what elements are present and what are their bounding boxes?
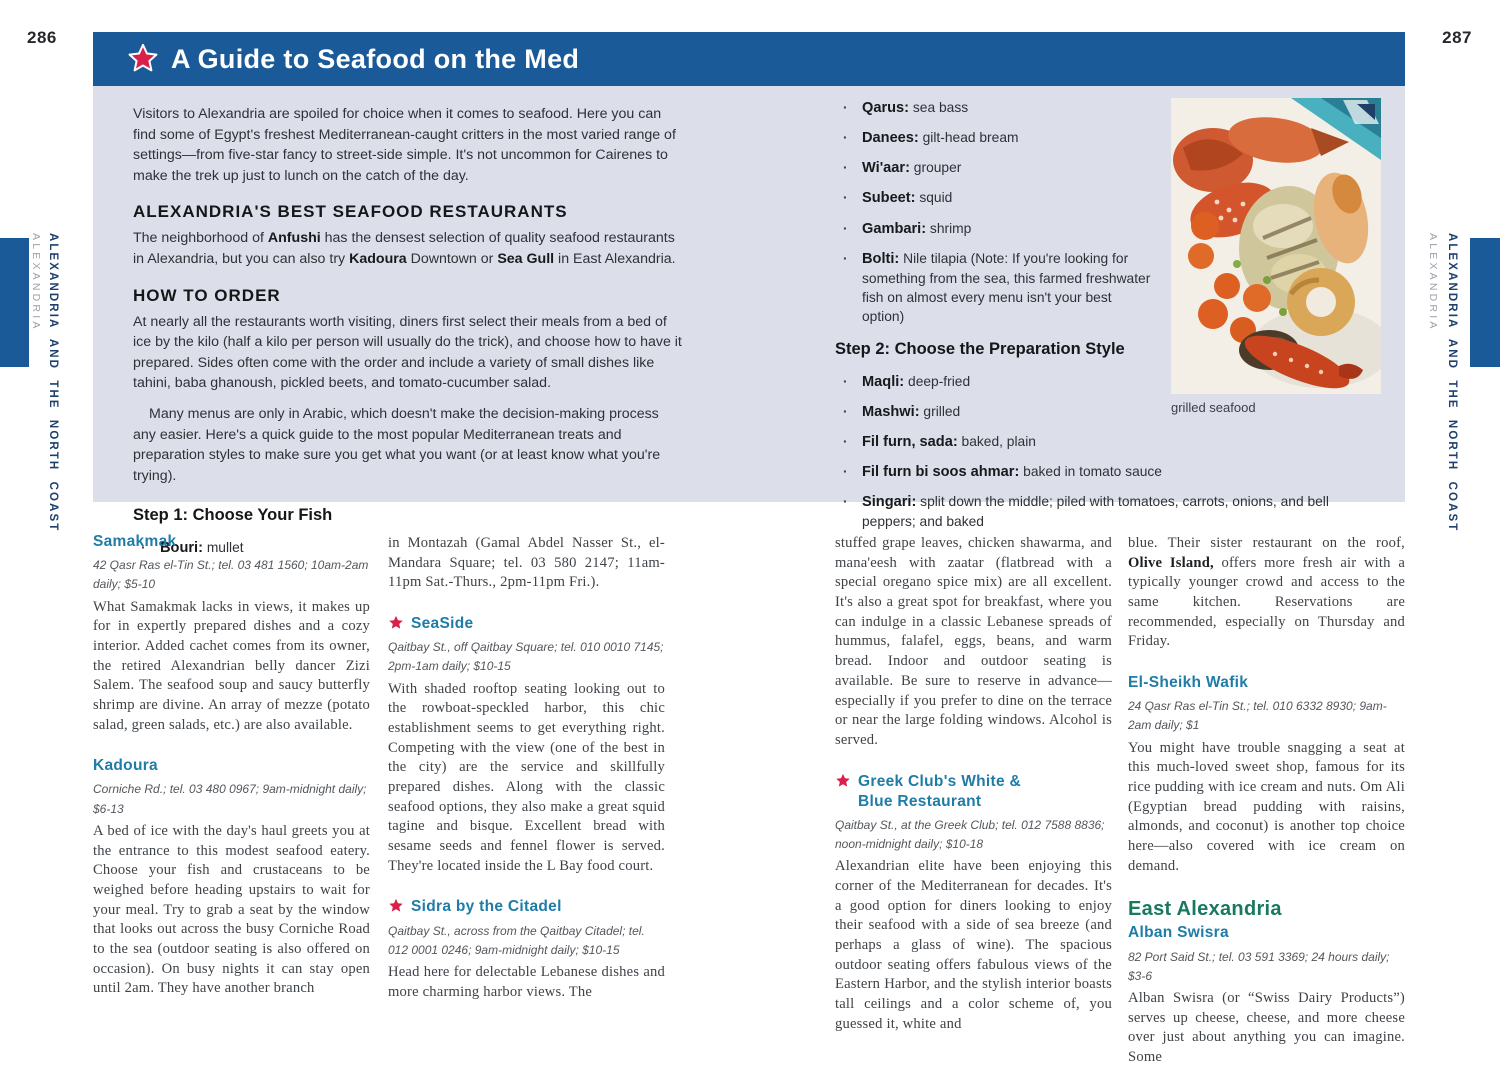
greek-club-continuation-text [1128,534,1405,652]
fish-desc: grouper [913,160,962,176]
prep-desc: grilled [923,403,961,419]
listing-body: With shaded rooftop seating looking out to the rowboat-speckled harbor, this chic establishment seems to get everything right. Competing with the view (one of the best in the city) are the service and skillfully prepared dishes. Along with the classic seafood options, they also make a great squid tagine and bisque. Excellent bread with sesame seeds and fennel flower is served. They're located inside the L Bay food court. [388,680,665,874]
listing-el-sheikh-wafik [1128,673,1405,876]
listing-info: 42 Qasr Ras el-Tin St.; tel. 03 481 1560; 10am-2am daily; $5-10 [93,558,369,592]
prep-term: Fil furn bi soos ahmar: [862,464,1020,481]
fish-desc: mullet [206,540,244,556]
restaurant-name-anfushi: Anfushi [267,230,321,247]
list-item-danees [835,128,1381,148]
listing-name: El-Sheikh Wafik [1128,674,1249,692]
step2-heading: Step 2: Choose the Preparation Style [835,339,1125,358]
list-item-singari [835,492,1381,531]
listing-info: Qaitbay St., at the Greek Club; tel. 012 7588 8836; noon-midnight daily; $10-18 [835,817,1105,852]
intro-paragraph: Visitors to Alexandria are spoiled for choice when it comes to seafood. Here you can find some of Egypt's freshest Mediterranean-caught critters in the most varied range of settings—from five-star fancy to street-side simple. It's not uncommon for Cairenes to make the trek up just to lunch on the catch of the day. [133,106,676,184]
fish-term: Subeet: [862,190,916,207]
prep-term: Maqli: [862,373,905,390]
right-part-label: ALEXANDRIA AND THE NORTH COAST [1446,233,1458,533]
how-to-order-paragraph-2: Many menus are only in Arabic, which doesn't make the decision-making process any easier. Here's a quick guide to the most popular Mediterranean treats and preparation styles to make sure you get what you want (or at least know what you're trying). [133,405,661,484]
listing-name-line2: Blue Restaurant [858,792,982,810]
listing-info: Qaitbay St., off Qaitbay Square; tel. 010 0010 7145; 2pm-1am daily; $10-15 [388,640,664,674]
fish-desc: Nile tilapia (Note: If you're looking for something from the sea, this farmed freshwater fish on almost every menu isn't your best option) [862,250,1151,324]
fish-term: Bolti: [862,250,900,267]
listing-body: Alexandrian elite have been enjoying this corner of the Mediterranean for decades. It's a good option for diners looking to enjoy their seafood with a side of sea breeze (and perhaps a glass of wine). The spacious outdoor seating offers fabulous views of the Eastern Harbor, and the stylish interior boasts tall ceilings and a color scheme of, you guessed it, white and [835,858,1112,1032]
prep-desc: split down the middle; piled with tomatoes, carrots, onions, and bell peppers; and baked [862,494,1329,530]
fish-desc: shrimp [929,220,972,236]
listing-body: Alban Swisra (or “Swiss Dairy Products”) serves up cheese, cheese, and more cheese over just about anything you can imagine. Some [1128,989,1405,1066]
listing-body: You might have trouble snagging a seat at this much-loved sweet shop, famous for its rice pudding with ice cream and nuts. Om Ali (Egyptian bread pudding with raisins, almonds, and coconut) is another top choice here—also covered with ice cream on demand. [1128,739,1405,874]
star-icon [127,43,159,75]
list-item-fil-furn-bi-soos-ahmar [835,462,1381,482]
kadoura-continuation-text: in Montazah (Gamal Abdel Nasser St., el-Mandara Square; tel. 03 580 2147; 11am-11pm Sat.-Thurs., 2pm-11pm Fri.). [388,535,665,591]
right-margin-accent-bar [1470,238,1500,367]
restaurant-name-kadoura: Kadoura [349,250,407,267]
list-item-qarus [835,98,1381,118]
listing-name: Alban Swisra [1128,924,1229,942]
listing-name: SeaSide [411,615,474,633]
prep-term: Mashwi: [862,403,920,420]
list-item-bolti [835,249,1381,326]
listing-name: Samakmak [93,533,177,550]
feature-box-right-column [835,98,1381,542]
text-segment: has the densest selection of quality seafood restaurants in Alexandria, but you can also try [133,230,675,267]
listings-column-3 [835,532,1112,1034]
listing-seaside [388,614,665,876]
restaurant-name-olive-island: Olive Island, [1128,554,1214,571]
east-alexandria-section-heading: East Alexandria [1128,898,1282,921]
feature-box-title: A Guide to Seafood on the Med [171,43,580,74]
photo-caption: grilled seafood [1171,400,1256,415]
sidra-continuation-text: stuffed grape leaves, chicken shawarma, and mana'eesh with zaatar (flatbread with a special oregano spice mix) are all excellent. It's also a great spot for breakfast, where you can indulge in a classic Lebanese spreads of hummus, falafel, eggs, beans, and warm bread. Indoor and outdoor seating is available. Be sure to reserve in advance—especially if you prefer to dine on the terrace or near the large folding windows. Alcohol is served. [835,535,1112,748]
star-icon [835,773,851,789]
best-restaurants-heading: ALEXANDRIA'S BEST SEAFOOD RESTAURANTS [133,202,568,222]
star-icon [388,615,404,631]
list-item-mashwi [835,402,1381,422]
left-chapter-label: ALEXANDRIA [30,233,42,332]
fish-term: Bouri: [160,540,203,557]
left-margin-accent-bar [0,238,29,367]
fish-term: Gambari: [862,220,927,237]
prep-desc: deep-fried [908,373,971,389]
text-segment: in East Alexandria. [554,250,676,267]
feature-box-header [93,32,1405,86]
text-segment: blue. Their sister restaurant on the roof, [1128,535,1405,551]
listing-name-line1: Greek Club's White & [858,772,1021,790]
listing-alban-swisra [1128,923,1405,1067]
list-item-wiaar [835,158,1381,178]
fish-desc: sea bass [912,100,969,115]
fish-desc: squid [919,190,953,206]
text-segment: offers more fresh air with a typically younger crowd and access to the same kitchen. Reservations are recommended, especially on Thursday and Friday. [1128,554,1405,650]
left-part-label: ALEXANDRIA AND THE NORTH COAST [47,233,59,533]
listing-samakmak [93,532,370,735]
step1-heading: Step 1: Choose Your Fish [133,506,333,525]
how-to-order-paragraph-1: At nearly all the restaurants worth visiting, diners first select their meals from a bed of ice by the kilo (half a kilo per person will usually do the trick), and choose how to have it prepared. Sides often come with the order and include a variety of small dishes like tahini, baba ghanoush, pickled beets, and tomato-cucumber salad. [133,313,682,392]
list-item-fil-furn-sada [835,432,1381,452]
listing-body: Head here for delectable Lebanese dishes and more charming harbor views. The [388,963,665,1000]
listings-column-4 [1128,532,1405,1068]
prep-desc: baked in tomato sauce [1023,464,1162,480]
prep-term: Fil furn, sada: [862,434,958,451]
listing-greek-club [835,772,1112,1035]
page-number-left: 286 [27,28,57,47]
listing-sidra-by-the-citadel [388,897,665,1002]
listing-name: Sidra by the Citadel [411,898,562,916]
feature-box-left-column [133,104,685,568]
how-to-order-heading: HOW TO ORDER [133,285,281,305]
listings-column-1 [93,532,370,999]
list-item-gambari [835,219,1381,239]
restaurant-name-sea-gull: Sea Gull [497,250,555,267]
listing-name: Kadoura [93,757,158,775]
text-segment: Downtown or [406,250,498,267]
listing-body: What Samakmak lacks in views, it makes up for in expertly prepared dishes and a cozy interior. Added cachet comes from its owner, the retired Alexandrian belly dancer Zizi Salem. The seafood soup and saucy butterfly shrimp are divine. An array of mezze (potato salad, green salads, etc.) are also available. [93,598,370,733]
listing-kadoura [93,756,370,999]
prep-desc: baked, plain [961,434,1036,450]
text-segment: The neighborhood of [133,230,268,247]
fish-term: Qarus: [862,100,910,116]
right-chapter-label: ALEXANDRIA [1427,233,1439,332]
fish-desc: gilt-head bream [922,130,1019,146]
listing-info: Qaitbay St., across from the Qaitbay Citadel; tel. 012 0001 0246; 9am-midnight daily; $10-15 [388,923,645,957]
list-item-maqli [835,372,1381,392]
prep-term: Singari: [862,494,917,511]
listing-info: Corniche Rd.; tel. 03 480 0967; 9am-midnight daily; $6-13 [93,782,367,816]
listings-column-2 [388,532,665,1002]
listing-info: 24 Qasr Ras el-Tin St.; tel. 010 6332 8930; 9am-2am daily; $1 [1128,699,1387,733]
best-restaurants-paragraph [133,228,685,269]
listing-body: A bed of ice with the day's haul greets you at the entrance to this modest seafood eatery. Choose your fish and crustaceans to be weighed before heading upstairs to wait for your meal. Try to grab a seat by the window that looks out across the busy Corniche Road to the sea (outdoor seating is also offered on occasion). On busy nights it can stay open until 2am. They have another branch [93,822,370,997]
star-icon [388,898,404,914]
fish-term: Danees: [862,130,919,147]
listing-info: 82 Port Said St.; tel. 03 591 3369; 24 hours daily; $3-6 [1128,949,1390,983]
page-number-right: 287 [1442,28,1472,47]
fish-term: Wi'aar: [862,160,910,177]
list-item-subeet [835,188,1381,208]
